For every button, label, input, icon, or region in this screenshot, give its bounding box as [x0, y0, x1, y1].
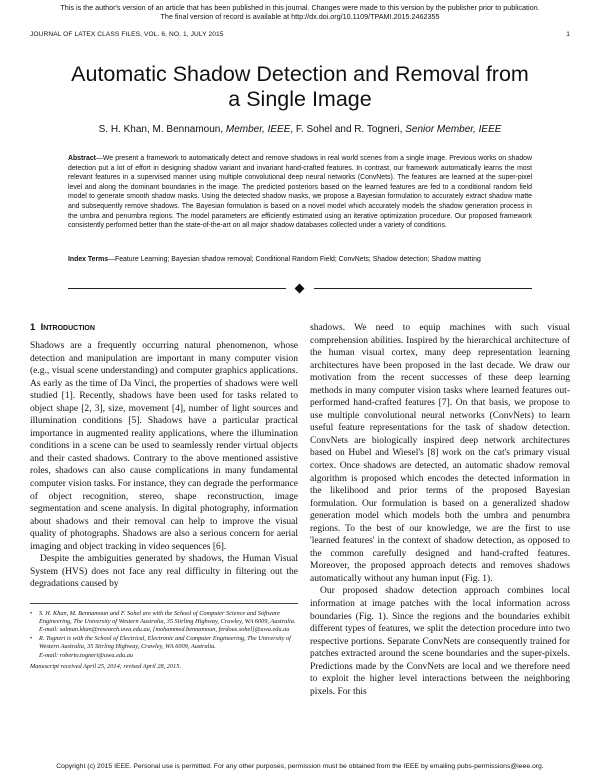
abstract-text: —We present a framework to automatically detect and remove shadows in real world scenes from a single image. Previous works on shadow detection put a lot of effort in designing shadow variant and invariant hand-crafted features. In contrast, our framework automatically learns the most relevant features in a supervised manner using multiple convolutional deep neural networks (ConvNets). The features are learned at the super-pixel level and along the dominant boundaries in the image. The predicted posteriors based on the learned features are fed to a conditional random field model to generate smooth shadow masks. Using the detected shadow masks, we propose a Bayesian formulation to accurately extract shadow matte and subsequently remove shadows. The Bayesian formulation is based on a novel model which accurately models the shadow generation process in the umbra and penumbra regions. The model parameters are efficiently estimated using an iterative optimization procedure. Our proposed framework consistently performed better than the state-of-the-art on all major shadow databases collected under a variety of conditions.	[68, 155, 532, 230]
section-divider	[68, 283, 532, 295]
publication-notice	[0, 3, 600, 21]
footnote-1	[30, 610, 298, 635]
author-list	[30, 124, 570, 135]
index-terms	[68, 256, 532, 263]
authors-part-2: , F. Sohel and R. Togneri,	[290, 124, 406, 135]
running-head	[30, 31, 570, 38]
author-role-member: Member, IEEE	[225, 124, 291, 135]
section-number: 1	[30, 322, 36, 333]
footnote-1-text: S. H. Khan, M. Bennamoun and F. Sohel are with the School of Computer Science and Software Engineering, The University of Western Australia, 35 Stirling Highway, Crawley, WA 6009, Australia.	[39, 610, 296, 626]
index-terms-label: Index Terms	[68, 256, 109, 263]
author-role-senior: Senior Member, IEEE	[405, 124, 502, 135]
notice-line-2: The final version of record is available at http://dx.doi.org/10.1109/TPAMI.2015.2462355	[160, 12, 440, 22]
intro-paragraph-3: shadows. We need to equip machines with such visual comprehension abilities. Inspired by the hierarchical architecture of the human visual cortex, many deep representation learning architectures have been proposed in the last decade. We draw our motivation from the recent successes of these deep learning methods in many computer vision tasks where learned features out-performed hand-crafted features [7]. On that basis, we propose to use multiple convolutional neural networks (ConvNets) to learn useful feature representations for the task of shadow detection. ConvNets are biologically inspired deep network architectures based on Hubel and Wiesel's [8] work on the cat's primary visual cortex. Once shadows are detected, an automatic shadow removal algorithm is proposed which encodes the detected information in the likelihood and prior terms of the proposed Bayesian formulation. Our formulation is based on a generalized shadow generation model which models both the umbra and penumbra regions. To the best of our knowledge, we are the first to use 'learned features' in the context of shadow detection, as opposed to the common carefully designed and hand-crafted features. Moreover, the proposed approach detects and removes shadows automatically without any human input (Fig. 1).	[310, 323, 570, 584]
paper-title	[30, 62, 570, 112]
intro-paragraph-2: Despite the ambiguities generated by shadows, the Human Visual System (HVS) does not face any real difficulty in filtering out the degradations caused by	[30, 554, 298, 590]
footnote-rule	[30, 603, 298, 604]
bullet-icon: •	[30, 635, 33, 643]
intro-paragraph-1: Shadows are a frequently occurring natural phenomenon, whose detection and manipulation are important in many computer vision (e.g., visual scene understanding) and computer graphics applications. As early as the time of Da Vinci, the properties of shadows were well studied [1]. Recently, shadows have been used for tasks related to object shape [2, 3], size, movement [4], number of light sources and illumination conditions [5]. Shadows have a particular practical importance in augmented reality applications, where the illumination conditions in a scene can be used to seamlessly render virtual objects and their casted shadows. Contrary to the above mentioned assistive roles, shadows can also cause complications in many fundamental computer vision tasks. For instance, they can degrade the performance of object recognition, stereo, shape reconstruction, image segmentation and scene analysis. In digital photography, information about shadows and their removal can help to improve the visual quality of photographs. Shadows are also a serious concern for aerial imaging and object tracking in video sequences [6].	[30, 341, 298, 552]
footnotes	[30, 610, 298, 671]
abstract	[68, 154, 532, 231]
divider-line-left	[68, 288, 286, 289]
section-title: Introduction	[40, 322, 95, 333]
manuscript-received: Manuscript received April 25, 2014; revised April 28, 2015.	[30, 662, 181, 670]
footnote-2-email: E-mail: roberto.togneri@uwa.edu.au	[39, 651, 134, 659]
title-line-2: a Single Image	[228, 87, 372, 111]
copyright-notice: Copyright (c) 2015 IEEE. Personal use is permitted. For any other purposes, permission must be obtained from the IEEE by emailing pubs-permissions@ieee.org.	[56, 763, 544, 770]
column-left	[30, 340, 298, 591]
page-number: 1	[566, 31, 570, 38]
footnote-1-email: E-mail: salman.khan@research.uwa.edu.au, {mohammed.bennamoun, ferdous.sohel}@uwa.edu.au	[39, 626, 290, 634]
bullet-icon: •	[30, 610, 33, 617]
abstract-label: Abstract	[68, 155, 96, 162]
footnote-2	[30, 635, 298, 660]
index-terms-text: —Feature Learning; Bayesian shadow removal; Conditional Random Field; ConvNets; Shadow detection; Shadow matting	[108, 256, 481, 263]
notice-line-1: This is the author's version of an article that has been published in this journal. Changes were made to this version by the publisher prior to publication.	[60, 3, 540, 12]
footnote-2-text: R. Togneri is with the School of Electrical, Electronic and Computer Engineering, The University of Western Australia, 35 Stirling Highway, Crawley, WA 6009, Australia.	[39, 635, 291, 651]
column-right	[310, 322, 570, 698]
section-heading	[30, 322, 95, 333]
authors-part-1: S. H. Khan, M. Bennamoun,	[98, 124, 226, 135]
journal-name: JOURNAL OF LATEX CLASS FILES, VOL. 6, NO. 1, JULY 2015	[30, 31, 224, 38]
title-line-1: Automatic Shadow Detection and Removal from	[71, 62, 529, 86]
diamond-icon	[295, 284, 305, 294]
intro-paragraph-4: Our proposed shadow detection approach combines local information at image patches with the local information across boundaries (Fig. 1). Since the regions and the boundaries exhibit different types of features, we split the detection procedure into two respective portions. Separate ConvNets are consequently trained for patches extracted around the scene boundaries and the super-pixels. Predictions made by the ConvNets are local and we therefore need to exploit the higher level interactions between the neighboring pixels. For this	[310, 586, 570, 697]
divider-line-right	[314, 288, 532, 289]
